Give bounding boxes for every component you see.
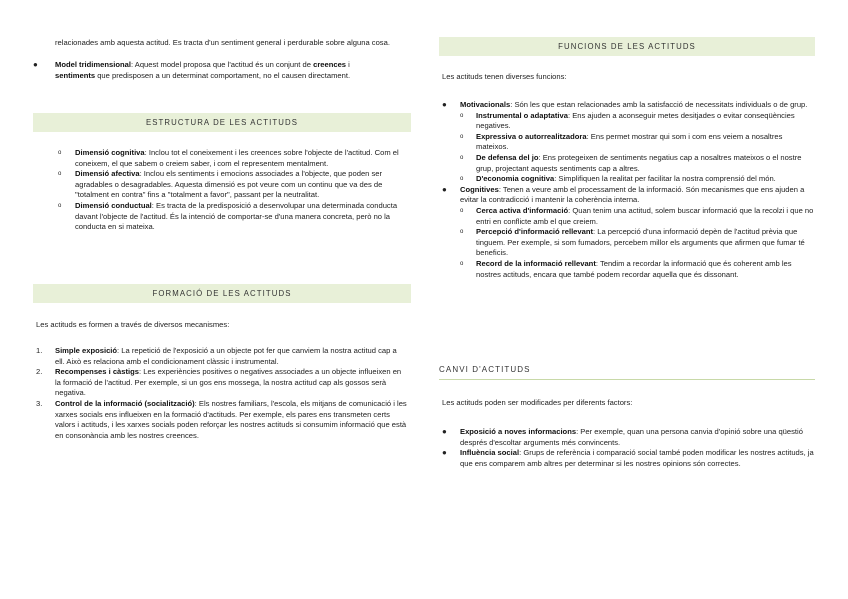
intro-paragraph: relacionades amb aquesta actitud. Es tracta d'un sentiment general i perdurable sobre alguna cosa.: [55, 38, 390, 47]
term: Expressiva o autorrealitzadora: [476, 131, 587, 141]
model-list: [33, 60, 389, 81]
desc: i: [346, 60, 350, 69]
formation-intro: Les actituds es formen a través de diversos mecanismes:: [36, 320, 230, 329]
desc: : Simplifiquen la realitat per facilitar la nostra comprensió del món.: [554, 174, 776, 184]
desc: que predisposen a un determinat comportament, no el causen directament.: [95, 70, 351, 80]
list-item: [442, 427, 814, 448]
circle-bullet-icon: o: [460, 112, 464, 119]
term: Cognitives: [460, 184, 499, 194]
functions-list: [442, 100, 814, 280]
circle-bullet-icon: o: [460, 207, 464, 214]
bullet-icon: ●: [442, 100, 447, 109]
desc: : Els nostres familiars, l'escola, els mitjans de comunicació i les xarxes socials ens influeixen en la formació d'actituds. Per exemple, els pares ens transmeten certs valors i actituds, i les xarxes socials poden reforçar les nostres actituds si consumim informació que està en consonància amb les nostres creences.: [55, 398, 407, 440]
change-list: [442, 427, 814, 469]
desc: : Inclou tot el coneixement i les creences sobre l'objecte de l'actitud. Com el coneixem, el que sabem o creiem saber, i com el representem mentalment.: [75, 148, 399, 168]
structure-heading: ESTRUCTURA DE LES ACTITUDS: [33, 113, 411, 132]
list-item: [58, 169, 411, 201]
term: Exposició a noves informacions: [460, 427, 577, 436]
term: Model tridimensional: [55, 60, 131, 69]
term: D'economia cognitiva: [476, 174, 555, 184]
term: sentiments: [55, 70, 96, 80]
item-number: 3.: [36, 398, 43, 408]
bullet-icon: ●: [442, 448, 447, 458]
circle-bullet-icon: o: [58, 202, 62, 209]
list-item: [460, 111, 814, 132]
desc: : Quan tenim una actitud, solem buscar informació que la recolzi i que no entri en conflicte amb el que creiem.: [476, 205, 814, 226]
desc: : Per exemple, quan una persona canvia d'opinió sobre una qüestió després d'escoltar arguments més convincents.: [460, 427, 803, 447]
desc: : Les experiències positives o negatives associades a un objecte influeixen en la formació de l'actitud. Per exemple, si un gos ens mossega, la nostra actitud cap als gossos serà negativa.: [55, 367, 402, 398]
desc: : La repetició de l'exposició a un objecte pot fer que canviem la nostra actitud cap a ell. Això es relaciona amb el condicionament clàssic i instrumental.: [55, 346, 397, 366]
formation-heading: FORMACIÓ DE LES ACTITUDS: [33, 284, 411, 303]
list-item: [442, 448, 814, 469]
list-item: [36, 346, 408, 367]
list-item: [442, 185, 814, 280]
desc: : Ens permet mostrar qui som i com ens veiem a nosaltres mateixos.: [476, 131, 783, 152]
functions-heading: FUNCIONS DE LES ACTITUDS: [439, 37, 815, 56]
term: Instrumental o adaptativa: [476, 110, 568, 120]
structure-list: [58, 148, 411, 233]
list-item: [460, 174, 814, 185]
change-intro: Les actituds poden ser modificades per diferents factors:: [442, 398, 633, 407]
functions-intro: Les actituds tenen diverses funcions:: [442, 72, 567, 81]
formation-list: [36, 346, 408, 441]
circle-bullet-icon: o: [58, 171, 62, 178]
desc: : Es tracta de la predisposició a desenvolupar una determinada conducta davant l'objecte de l'actitud. És la intenció de comportar-se d'una manera concreta, però no la conducta en si mateixa.: [75, 200, 398, 232]
circle-bullet-icon: o: [460, 260, 464, 267]
term: Recompenses i càstigs: [55, 367, 139, 377]
bullet-icon: ●: [33, 60, 38, 69]
list-item: [460, 227, 814, 259]
term: Motivacionals: [460, 100, 511, 109]
term: Dimensió afectiva: [75, 169, 140, 179]
bullet-icon: ●: [442, 427, 447, 436]
list-item: [442, 100, 814, 185]
list-item: [460, 153, 814, 174]
desc: : Grups de referència i comparació social també poden modificar les nostres actituds, ja que ens comparem amb altres per determinar si les nostres opinions són correctes.: [460, 448, 814, 468]
term: Percepció d'informació rellevant: [476, 227, 594, 237]
term: Control de la informació (socialització): [55, 398, 195, 408]
term: Influència social: [460, 448, 520, 458]
desc: : Ens ajuden a aconseguir metes desitjades o evitar conseqüències negatives.: [476, 110, 795, 131]
list-item: [460, 132, 814, 153]
circle-bullet-icon: o: [460, 133, 464, 140]
change-heading: CANVI D'ACTITUDS: [439, 365, 815, 380]
circle-bullet-icon: o: [460, 229, 464, 236]
circle-bullet-icon: o: [58, 150, 62, 156]
circle-bullet-icon: o: [460, 176, 464, 183]
bullet-icon: ●: [442, 184, 447, 194]
motivational-sublist: [460, 111, 814, 185]
list-item: [36, 367, 408, 399]
item-number: 2.: [36, 367, 43, 377]
term: Record de la informació rellevant: [476, 258, 596, 268]
list-item: [460, 259, 814, 280]
list-item: [58, 148, 411, 169]
cognitive-sublist: [460, 206, 814, 280]
term: creences: [313, 60, 347, 69]
item-number: 1.: [36, 346, 43, 355]
desc: : Són les que estan relacionades amb la satisfacció de necessitats individuals o de grup.: [510, 100, 808, 109]
circle-bullet-icon: o: [460, 154, 464, 161]
desc: : Inclou els sentiments i emocions associades a l'objecte, que poden ser agradables o desagradables. Aquesta dimensió es pot veure com un continu que va des de "totalment en contra" fins a "totalment a favor", passant per la neutralitat.: [75, 169, 383, 200]
term: Simple exposició: [55, 346, 118, 355]
desc: : Tenen a veure amb el processament de la informació. Són mecanismes que ens ajuden a evitar la contradicció i mantenir la coherència interna.: [460, 184, 805, 205]
term: De defensa del jo: [476, 152, 539, 162]
desc: : Aquest model proposa que l'actitud és un conjunt de: [130, 60, 314, 69]
list-item: [460, 206, 814, 227]
desc: : Tendim a recordar la informació que és coherent amb les nostres actituds, encara que també podem recordar aquella que és dissonant.: [476, 258, 792, 279]
term: Dimensió conductual: [75, 200, 152, 210]
list-item: [33, 60, 389, 81]
term: Cerca activa d'informació: [476, 205, 569, 215]
list-item: [58, 201, 411, 233]
term: Dimensió cognitiva: [75, 148, 145, 157]
list-item: [36, 399, 408, 441]
desc: : Ens protegeixen de sentiments negatius cap a nosaltres mateixos o el nostre grup, projectant aquests sentiments cap a altres.: [476, 152, 802, 173]
desc: : La percepció d'una informació depèn de l'actitud prèvia que tinguem. Per exemple, si som fumadors, percebem millor els arguments que afirmen que fumar té beneficis.: [476, 227, 805, 258]
